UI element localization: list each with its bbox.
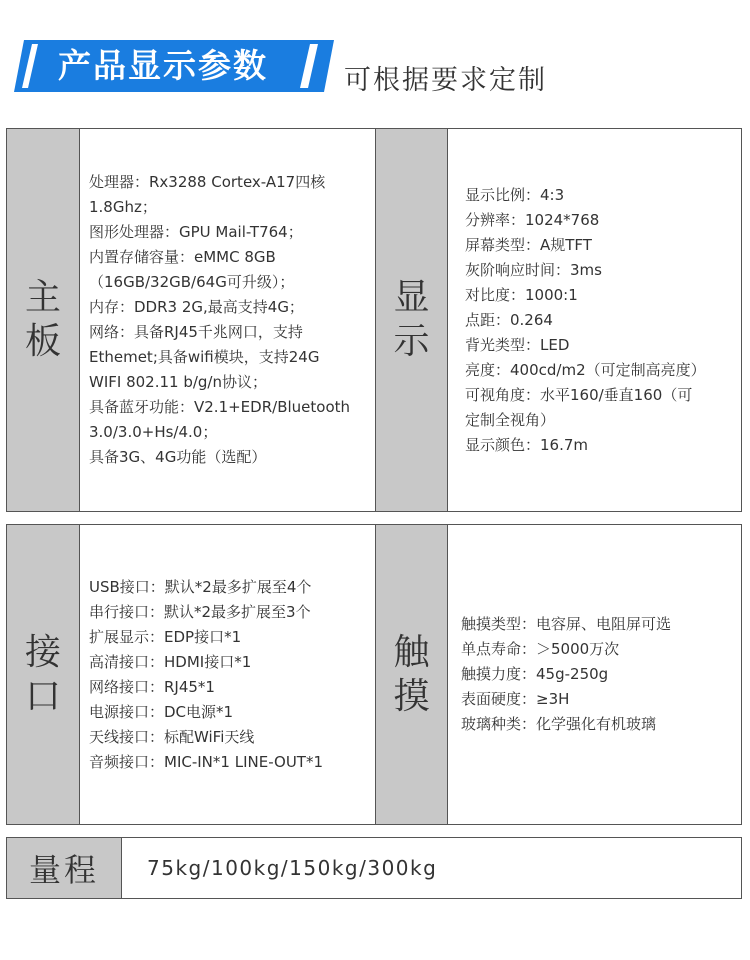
spec-line: WIFI 802.11 b/g/n协议； <box>89 373 267 391</box>
interface-specs <box>89 525 373 824</box>
spec-line: 触摸力度：45g-250g <box>461 665 609 683</box>
spec-line: 屏幕类型：A规TFT <box>465 235 592 254</box>
spec-line: 天线接口：标配WiFi天线 <box>89 727 255 746</box>
spec-line: 图形处理器：GPU Mail-T764； <box>89 223 303 241</box>
spec-line: 串行接口：默认*2最多扩展至3个 <box>89 602 311 621</box>
display-specs <box>465 129 747 511</box>
spec-line: 亮度：400cd/m2（可定制高亮度） <box>465 360 706 379</box>
range-value: 75kg/100kg/150kg/300kg <box>147 856 438 880</box>
spec-line: 灰阶响应时间：3ms <box>465 260 602 279</box>
spec-line: 内存：DDR3 2G,最高支持4G； <box>89 298 304 316</box>
mainboard-specs <box>89 129 373 511</box>
display-label-cell <box>375 129 448 511</box>
page-title: 产品显示参数 <box>58 46 268 85</box>
mainboard-display-block <box>6 128 742 512</box>
spec-line: （16GB/32GB/64G可升级）； <box>89 273 295 291</box>
display-label: 显示 <box>393 277 430 362</box>
spec-line: 表面硬度：≥3H <box>461 690 570 708</box>
spec-line: USB接口：默认*2最多扩展至4个 <box>89 577 312 596</box>
spec-line: 对比度：1000:1 <box>465 285 578 304</box>
interface-touch-block <box>6 524 742 825</box>
spec-line: 具备3G、4G功能（选配） <box>89 448 267 466</box>
spec-line: 分辨率：1024*768 <box>465 210 600 229</box>
spec-line: Ethemet;具备wifi模块，支持24G <box>89 348 320 366</box>
interface-label-cell <box>7 525 80 824</box>
spec-line: 定制全视角） <box>465 410 556 429</box>
page-subtitle: 可根据要求定制 <box>344 65 547 96</box>
spec-line: 单点寿命：＞5000万次 <box>461 640 620 658</box>
spec-line: 显示颜色：16.7m <box>465 435 589 454</box>
spec-line: 点距：0.264 <box>465 310 553 329</box>
mainboard-label-cell <box>7 129 80 511</box>
touch-label: 触摸 <box>393 631 430 717</box>
spec-line: 玻璃种类：化学强化有机玻璃 <box>461 715 657 733</box>
spec-line: 3.0/3.0+Hs/4.0； <box>89 423 218 441</box>
touch-specs <box>461 525 743 824</box>
touch-label-cell <box>375 525 448 824</box>
spec-line: 可视角度：水平160/垂直160（可 <box>465 385 693 404</box>
spec-line: 触摸类型：电容屏、电阻屏可选 <box>461 615 672 633</box>
spec-line: 具备蓝牙功能：V2.1+EDR/Bluetooth <box>89 398 351 416</box>
spec-line: 扩展显示：EDP接口*1 <box>89 627 242 646</box>
spec-line: 网络接口：RJ45*1 <box>89 677 215 696</box>
spec-line: 高清接口：HDMI接口*1 <box>89 652 252 671</box>
spec-line: 背光类型：LED <box>465 335 570 354</box>
page-header <box>0 0 750 125</box>
range-label: 量程 <box>7 838 122 898</box>
spec-line: 处理器：Rx3288 Cortex-A17四核 <box>89 173 326 191</box>
spec-line: 显示比例：4:3 <box>465 185 565 204</box>
spec-line: 电源接口：DC电源*1 <box>89 702 234 721</box>
interface-label: 接口 <box>24 631 61 717</box>
spec-line: 音频接口：MIC-IN*1 LINE-OUT*1 <box>89 752 324 771</box>
spec-line: 1.8Ghz； <box>89 198 157 216</box>
range-block <box>6 837 742 899</box>
spec-line: 内置存储容量：eMMC 8GB <box>89 248 276 266</box>
spec-line: 网络：具备RJ45千兆网口，支持 <box>89 323 303 341</box>
mainboard-label: 主板 <box>24 277 61 362</box>
